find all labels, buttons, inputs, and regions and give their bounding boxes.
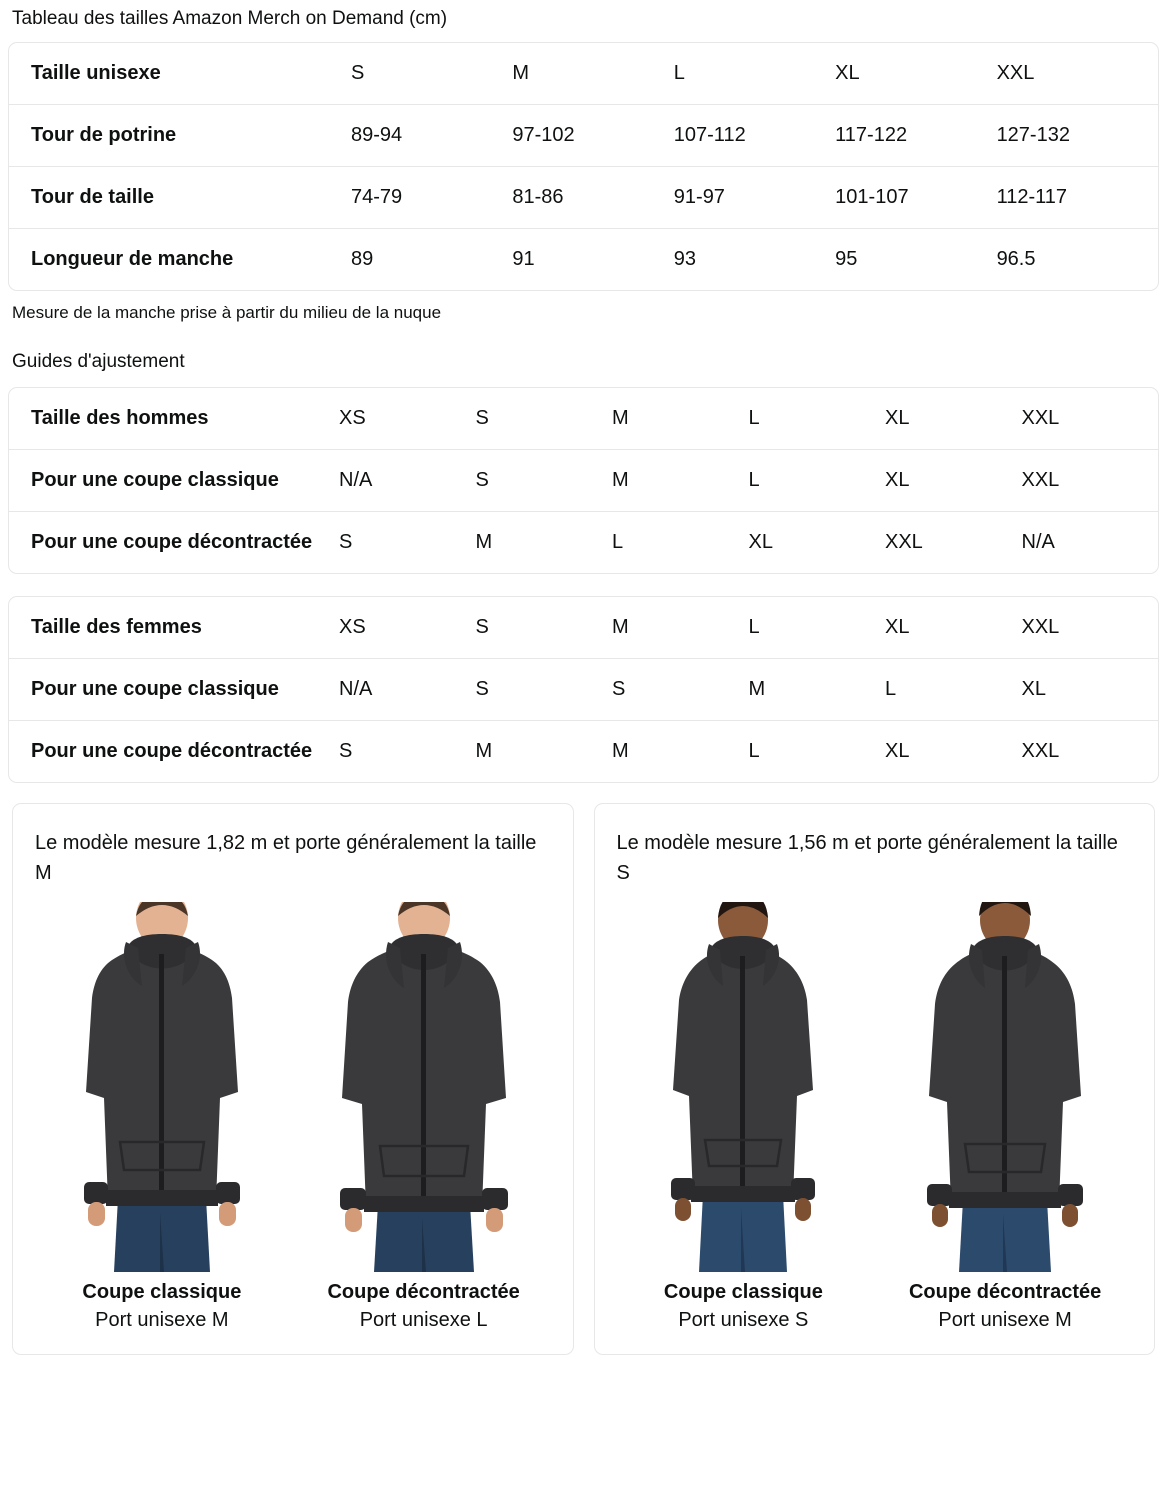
figure-row <box>35 902 551 1334</box>
row-label: Taille des hommes <box>31 407 209 429</box>
cell: XL <box>885 407 910 429</box>
cell: 91 <box>512 229 673 291</box>
cell: XXL <box>1021 616 1060 638</box>
table-row <box>9 512 1158 574</box>
fit-guides-label: Guides d'ajustement <box>12 351 185 372</box>
cell: S <box>475 616 489 638</box>
figure-female-classic <box>617 902 871 1334</box>
cell: N/A <box>339 450 476 512</box>
cell: XL <box>885 450 1022 512</box>
row-label: Taille des femmes <box>31 616 202 638</box>
table-row <box>9 388 1158 450</box>
cell: XL <box>885 721 1022 783</box>
cell: 96.5 <box>997 229 1158 291</box>
womens-fit-table <box>9 597 1158 782</box>
table-row <box>9 167 1158 229</box>
cell: 89-94 <box>351 105 512 167</box>
cell: L <box>749 721 886 783</box>
cell: 74-79 <box>351 167 512 229</box>
cell: M <box>512 62 530 84</box>
cell: M <box>612 616 629 638</box>
cell: S <box>339 721 476 783</box>
cell: N/A <box>339 659 476 721</box>
figure-subtitle: Port unisexe L <box>359 1309 488 1331</box>
cell: M <box>612 407 629 429</box>
table-row <box>9 450 1158 512</box>
unisex-size-table <box>9 43 1158 290</box>
table-row <box>9 105 1158 167</box>
cell: XL <box>835 62 860 84</box>
cell: S <box>476 450 613 512</box>
cell: 112-117 <box>997 167 1158 229</box>
cell: S <box>612 659 749 721</box>
cell: L <box>748 407 760 429</box>
cell: L <box>885 659 1022 721</box>
male-model-relaxed-fit-illustration <box>304 902 544 1272</box>
table-row <box>9 659 1158 721</box>
female-model-relaxed-fit-illustration <box>885 902 1125 1272</box>
figure-title: Coupe classique <box>663 1281 823 1303</box>
cell: 93 <box>674 229 835 291</box>
table-row <box>9 43 1158 105</box>
unisex-size-table-card <box>8 42 1159 291</box>
male-model-classic-fit-illustration <box>42 902 282 1272</box>
cell: 107-112 <box>674 105 835 167</box>
cell: M <box>612 721 749 783</box>
figure-row <box>617 902 1133 1334</box>
table-row <box>9 229 1158 291</box>
figure-subtitle: Port unisexe M <box>938 1309 1072 1331</box>
cell: 101-107 <box>835 167 996 229</box>
cell: XS <box>339 407 366 429</box>
cell: 127-132 <box>997 105 1158 167</box>
model-height-note: Le modèle mesure 1,82 m et porte généralement la taille M <box>35 832 537 884</box>
cell: 117-122 <box>835 105 996 167</box>
row-label: Tour de taille <box>9 167 351 229</box>
cell: XL <box>1022 659 1159 721</box>
cell: M <box>476 721 613 783</box>
figure-subtitle: Port unisexe S <box>678 1309 809 1331</box>
cell: L <box>749 450 886 512</box>
cell: XS <box>339 616 366 638</box>
model-cards <box>8 783 1159 1369</box>
cell: S <box>351 62 365 84</box>
cell: XXL <box>1022 721 1159 783</box>
figure-male-classic <box>35 902 289 1334</box>
row-label: Pour une coupe classique <box>9 659 339 721</box>
row-label: Longueur de manche <box>9 229 351 291</box>
table-row <box>9 721 1158 783</box>
male-model-card <box>12 803 574 1355</box>
row-label: Pour une coupe classique <box>9 450 339 512</box>
sleeve-measure-note: Mesure de la manche prise à partir du milieu de la nuque <box>12 303 442 322</box>
row-label: Pour une coupe décontractée <box>9 721 339 783</box>
cell: XL <box>885 616 910 638</box>
row-label: Tour de potrine <box>9 105 351 167</box>
cell: 89 <box>351 229 512 291</box>
womens-fit-table-card <box>8 596 1159 783</box>
figure-subtitle: Port unisexe M <box>95 1309 229 1331</box>
cell: XXL <box>1021 407 1060 429</box>
table-row <box>9 597 1158 659</box>
cell: XXL <box>885 512 1022 574</box>
cell: 95 <box>835 229 996 291</box>
cell: 81-86 <box>512 167 673 229</box>
cell: XXL <box>996 62 1035 84</box>
cell: XL <box>749 512 886 574</box>
mens-fit-table <box>9 388 1158 573</box>
cell: L <box>673 62 685 84</box>
cell: 91-97 <box>674 167 835 229</box>
cell: M <box>749 659 886 721</box>
cell: L <box>748 616 760 638</box>
cell: M <box>612 450 749 512</box>
cell: S <box>476 659 613 721</box>
page-title: Tableau des tailles Amazon Merch on Demand (cm) <box>12 8 448 29</box>
figure-title: Coupe décontractée <box>327 1281 520 1303</box>
mens-fit-table-card <box>8 387 1159 574</box>
cell: S <box>339 512 476 574</box>
figure-female-relaxed <box>878 902 1132 1334</box>
row-label: Pour une coupe décontractée <box>9 512 339 574</box>
row-label: Taille unisexe <box>31 62 161 84</box>
cell: N/A <box>1022 512 1159 574</box>
model-height-note: Le modèle mesure 1,56 m et porte généralement la taille S <box>616 832 1118 884</box>
cell: S <box>475 407 489 429</box>
cell: XXL <box>1022 450 1159 512</box>
cell: L <box>612 512 749 574</box>
female-model-card <box>594 803 1156 1355</box>
figure-title: Coupe classique <box>82 1281 242 1303</box>
cell: M <box>476 512 613 574</box>
cell: 97-102 <box>512 105 673 167</box>
figure-male-relaxed <box>297 902 551 1334</box>
female-model-classic-fit-illustration <box>623 902 863 1272</box>
figure-title: Coupe décontractée <box>908 1281 1102 1303</box>
